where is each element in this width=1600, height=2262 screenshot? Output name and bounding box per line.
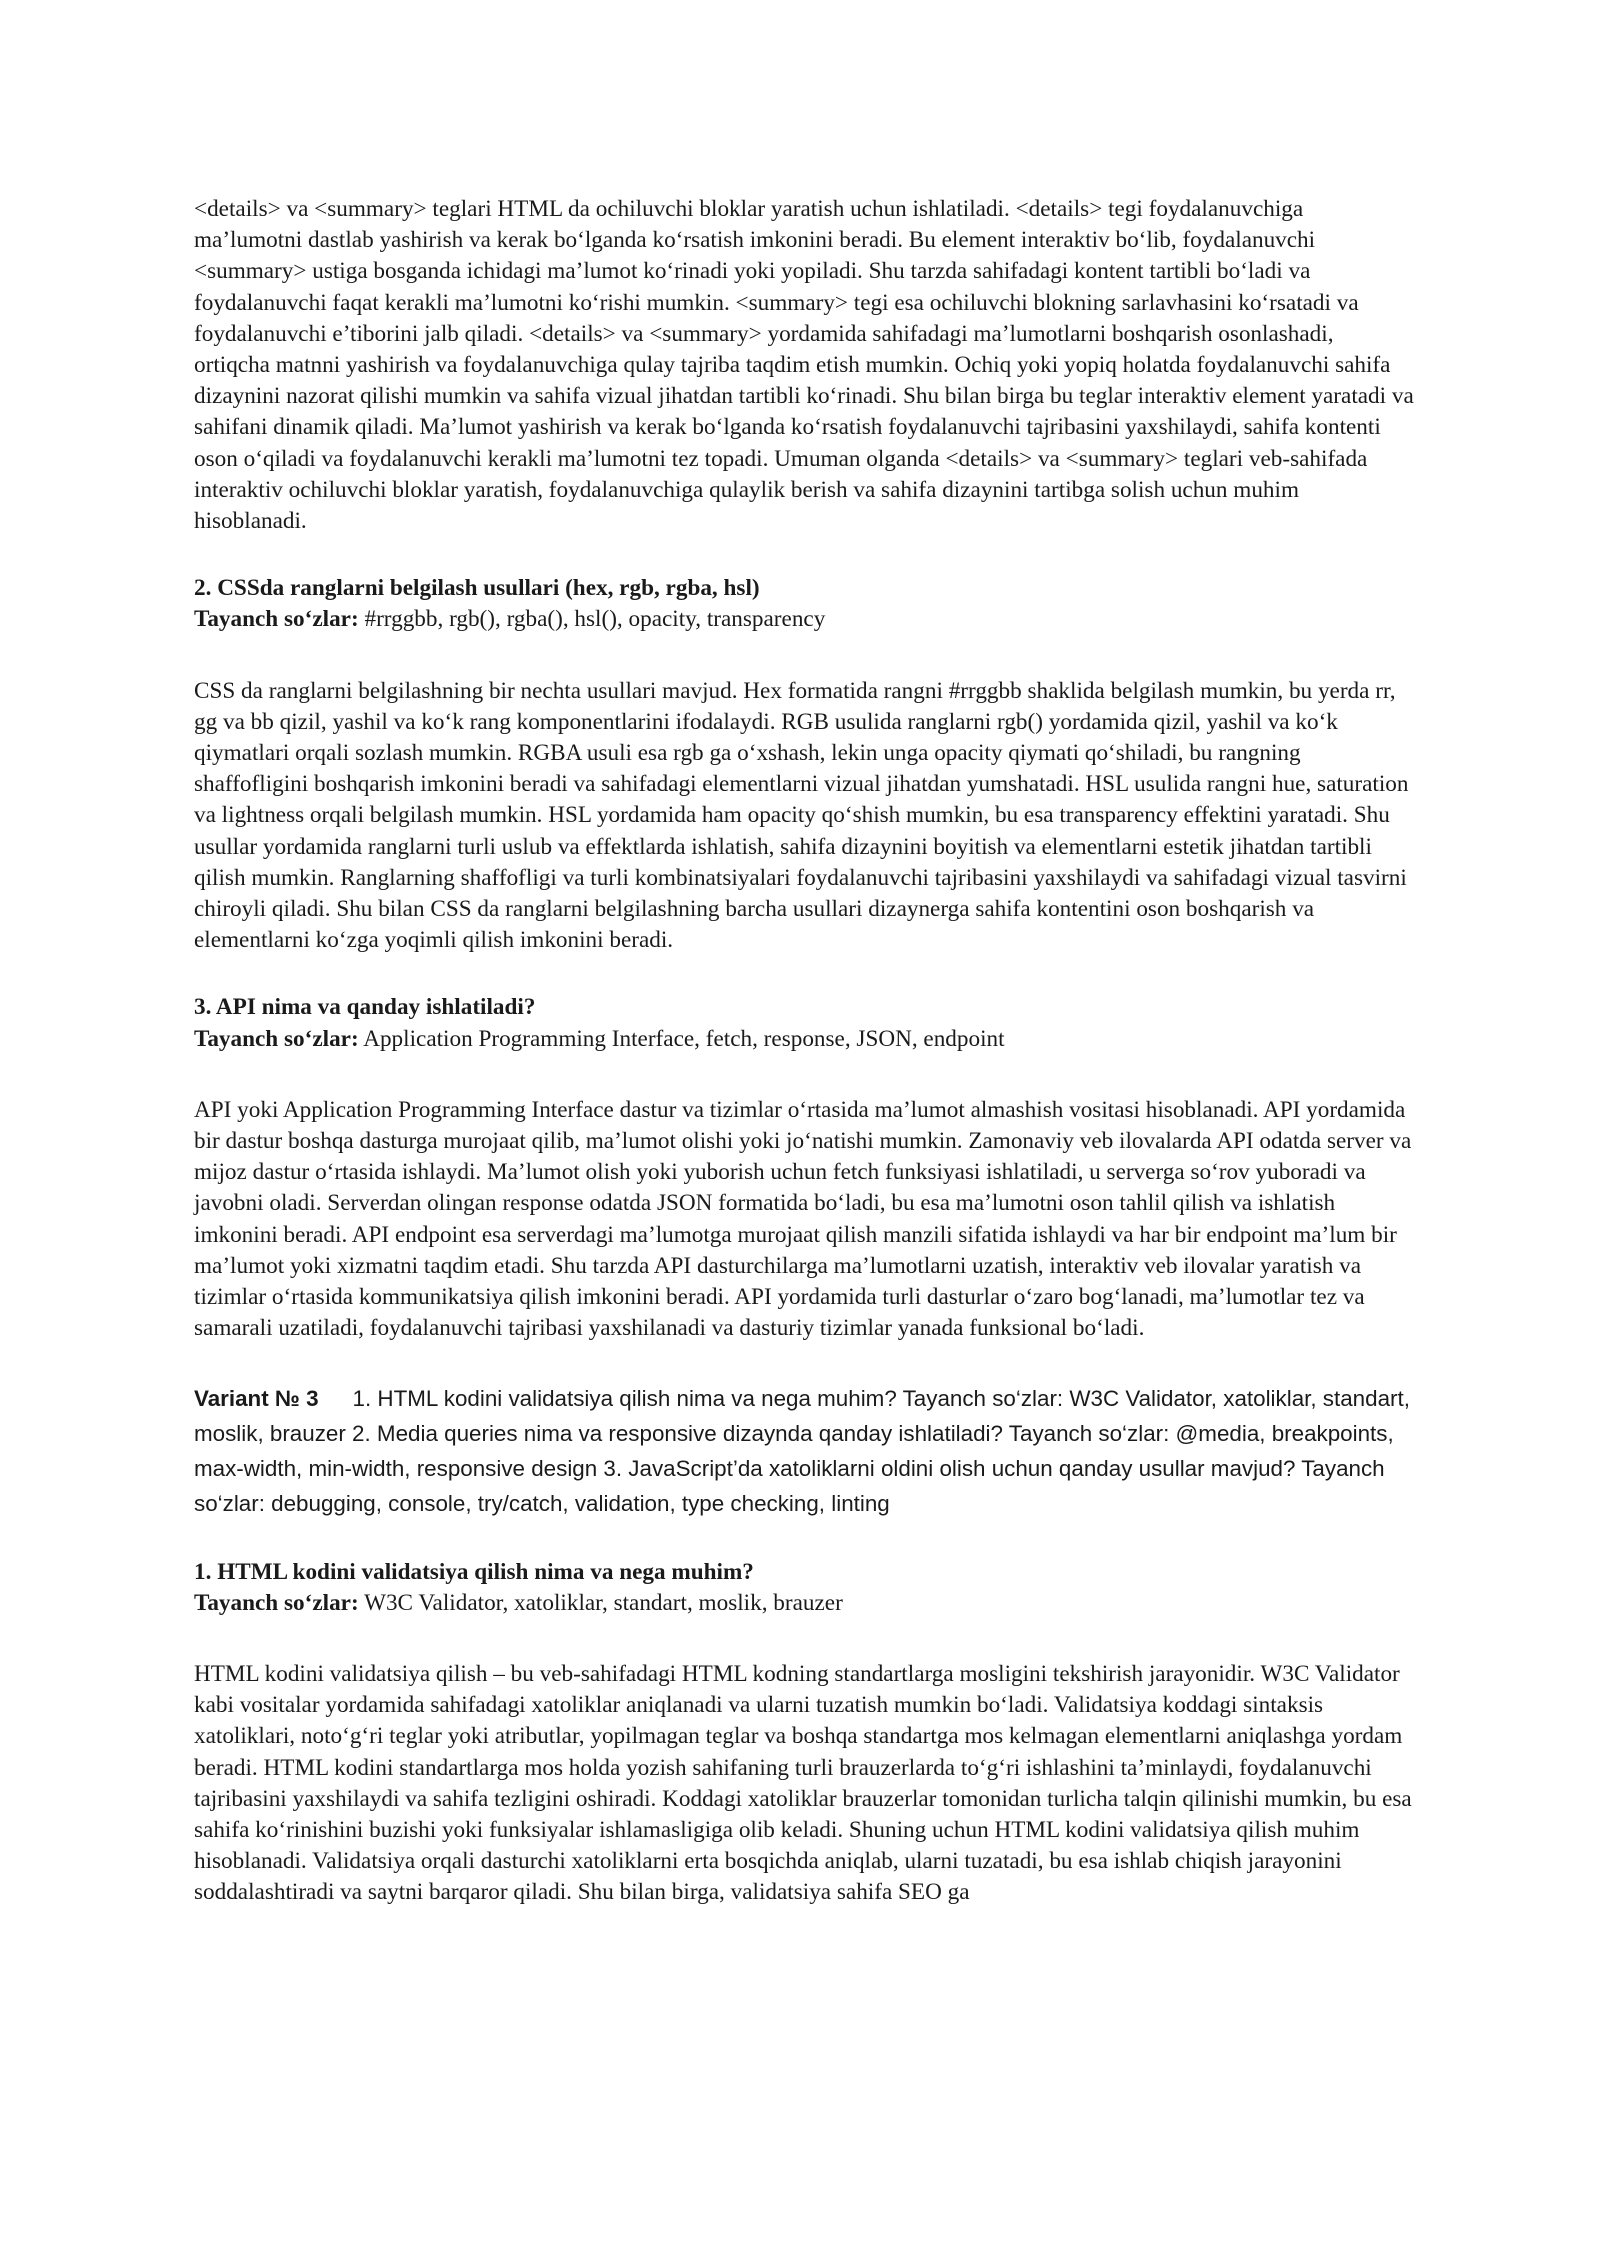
api-keywords — [194, 1024, 1414, 1055]
variant-label: Variant № 3 — [194, 1385, 319, 1411]
css-colors-heading: 2. CSSda ranglarni belgilash usullari (hex, rgb, rgba, hsl) — [194, 575, 760, 602]
html-validation-keywords — [194, 1588, 1414, 1619]
keywords-list: W3C Validator, xatoliklar, standart, moslik, brauzer — [358, 1589, 843, 1616]
keywords-label: Tayanch so‘zlar: — [194, 606, 359, 633]
css-colors-paragraph: CSS da ranglarni belgilashning bir nechta usullari mavjud. Hex formatida rangni #rrggbb shaklida belgilash mumkin, bu yerda rr, gg va bb qizil, yashil va ko‘k rang komponentlarini ifodalaydi. RGB usulida ranglarni rgb() yordamida qizil, yashil va ko‘k qiymatlari orqali sozlash mumkin. RGBA usuli esa rgb ga o‘xshash, lekin unga opacity qiymati qo‘shiladi, bu rangning shaffofligini boshqarish imkonini beradi va sahifadagi elementlarni vizual jihatdan yumshatadi. HSL usulida rangni hue, saturation va lightness orqali belgilash mumkin. HSL yordamida ham opacity qo‘shish mumkin, bu esa transparency effektini yaratadi. Shu usullar yordamida ranglarni turli uslub va effektlarda ishlatish, sahifa dizaynini boyitish va elementlarni estetik jihatdan tartibli qilish mumkin. Ranglarning shaffofligi va turli kombinatsiyalari foydalanuvchi tajribasini yaxshilaydi va sahifadagi vizual tasvirni chiroyli qiladi. Shu bilan CSS da ranglarni belgilashning barcha usullari dizaynerga sahifa kontentini oson boshqarish va elementlarni ko‘zga yoqimli qilish imkonini beradi. — [194, 677, 1409, 954]
html-validation-heading: 1. HTML kodini validatsiya qilish nima va nega muhim? — [194, 1558, 754, 1585]
variant-questions: 1. HTML kodini validatsiya qilish nima va nega muhim? Tayanch so‘zlar: W3C Validator, xatoliklar, standart, moslik, brauzer 2. Media queries nima va responsive dizaynda qanday ishlatiladi? Tayanch so‘zlar: @media, breakpoints, max-width, min-width, responsive design 3. JavaScript’da xatoliklarni oldini olish uchun qanday usullar mavjud? Tayanch so‘zlar: debugging, console, try/catch, validation, type checking, linting — [194, 1385, 1410, 1516]
document-content — [194, 194, 1414, 1909]
variant-block — [194, 1381, 1414, 1521]
keywords-list: Application Programming Interface, fetch, response, JSON, endpoint — [358, 1025, 1005, 1052]
keywords-list: #rrggbb, rgb(), rgba(), hsl(), opacity, transparency — [358, 606, 826, 633]
keywords-label: Tayanch so‘zlar: — [194, 1589, 359, 1616]
api-paragraph: API yoki Application Programming Interface dastur va tizimlar o‘rtasida ma’lumot almashish vositasi hisoblanadi. API yordamida bir dastur boshqa dasturga murojaat qilib, ma’lumot olishi yoki jo‘natishi mumkin. Zamonaviy veb ilovalarda API odatda server va mijoz dastur o‘rtasida ishlaydi. Ma’lumot olish yoki yuborish uchun fetch funksiyasi ishlatiladi, u serverga so‘rov yuboradi va javobni oladi. Serverdan olingan response odatda JSON formatida bo‘ladi, bu esa ma’lumotni oson tahlil qilish va ishlatish imkonini beradi. API endpoint esa serverdagi ma’lumotga murojaat qilish manzili sifatida ishlaydi va har bir endpoint ma’lum bir ma’lumot yoki xizmatni taqdim etadi. Shu tarzda API dasturchilarga ma’lumotlarni uzatish, interaktiv veb ilovalar yaratish va tizimlar o‘rtasida kommunikatsiya qilish imkonini beradi. API yordamida turli dasturlar o‘zaro bog‘lanadi, ma’lumotlar tez va samarali uzatiladi, foydalanuvchi tajribasi yaxshilanadi va dasturiy tizimlar yanada funksional bo‘ladi. — [194, 1096, 1412, 1342]
details-summary-paragraph: <details> va <summary> teglari HTML da ochiluvchi bloklar yaratish uchun ishlatiladi. <details> tegi foydalanuvchiga ma’lumotni dastlab yashirish va kerak bo‘lganda ko‘rsatish imkonini beradi. Bu element interaktiv bo‘lib, foydalanuvchi <summary> ustiga bosganda ichidagi ma’lumot ko‘rinadi yoki yopiladi. Shu tarzda sahifadagi kontent tartibli bo‘ladi va foydalanuvchi faqat kerakli ma’lumotni ko‘rishi mumkin. <summary> tegi esa ochiluvchi blokning sarlavhasini ko‘rsatadi va foydalanuvchi e’tiborini jalb qiladi. <details> va <summary> yordamida sahifadagi ma’lumotlarni boshqarish osonlashadi, ortiqcha matnni yashirish va foydalanuvchiga qulay tajriba taqdim etish mumkin. Ochiq yoki yopiq holatda foydalanuvchi sahifa dizaynini nazorat qilishi mumkin va sahifa vizual jihatdan tartibli ko‘rinadi. Shu bilan birga bu teglar interaktiv element yaratadi va sahifani dinamik qiladi. Ma’lumot yashirish va kerak bo‘lganda ko‘rsatish foydalanuvchi tajribasini yaxshilaydi, sahifa kontenti oson o‘qiladi va foydalanuvchi kerakli ma’lumotni tez topadi. Umuman olganda <details> va <summary> teglari veb-sahifada interaktiv ochiluvchi bloklar yaratish, foydalanuvchiga qulaylik berish va sahifa dizaynini tartibga solish uchun muhim hisoblanadi. — [194, 196, 1414, 535]
api-heading: 3. API nima va qanday ishlatiladi? — [194, 994, 536, 1021]
keywords-label: Tayanch so‘zlar: — [194, 1025, 359, 1052]
html-validation-paragraph: HTML kodini validatsiya qilish – bu veb-sahifadagi HTML kodning standartlarga mosligini tekshirish jarayonidir. W3C Validator kabi vositalar yordamida sahifadagi xatoliklar aniqlanadi va ularni tuzatish mumkin bo‘ladi. Validatsiya koddagi sintaksis xatoliklari, noto‘g‘ri teglar yoki atributlar, yopilmagan teglar va boshqa standartga mos kelmagan elementlarni aniqlashga yordam beradi. HTML kodini standartlarga mos holda yozish sahifaning turli brauzerlarda to‘g‘ri ishlashini ta’minlaydi, foydalanuvchi tajribasini yaxshilaydi va sahifa tezligini oshiradi. Koddagi xatoliklar brauzerlar tomonidan turlicha talqin qilinishi mumkin, bu esa sahifa ko‘rinishini buzishi yoki funksiyalar ishlamasligiga olib keladi. Shuning uchun HTML kodini validatsiya qilish muhim hisoblanadi. Validatsiya orqali dasturchi xatoliklarni erta bosqichda aniqlab, ularni tuzatadi, bu esa ishlab chiqish jarayonini soddalashtiradi va saytni barqaror qiladi. Shu bilan birga, validatsiya sahifa SEO ga — [194, 1660, 1412, 1906]
css-colors-keywords — [194, 604, 1414, 635]
